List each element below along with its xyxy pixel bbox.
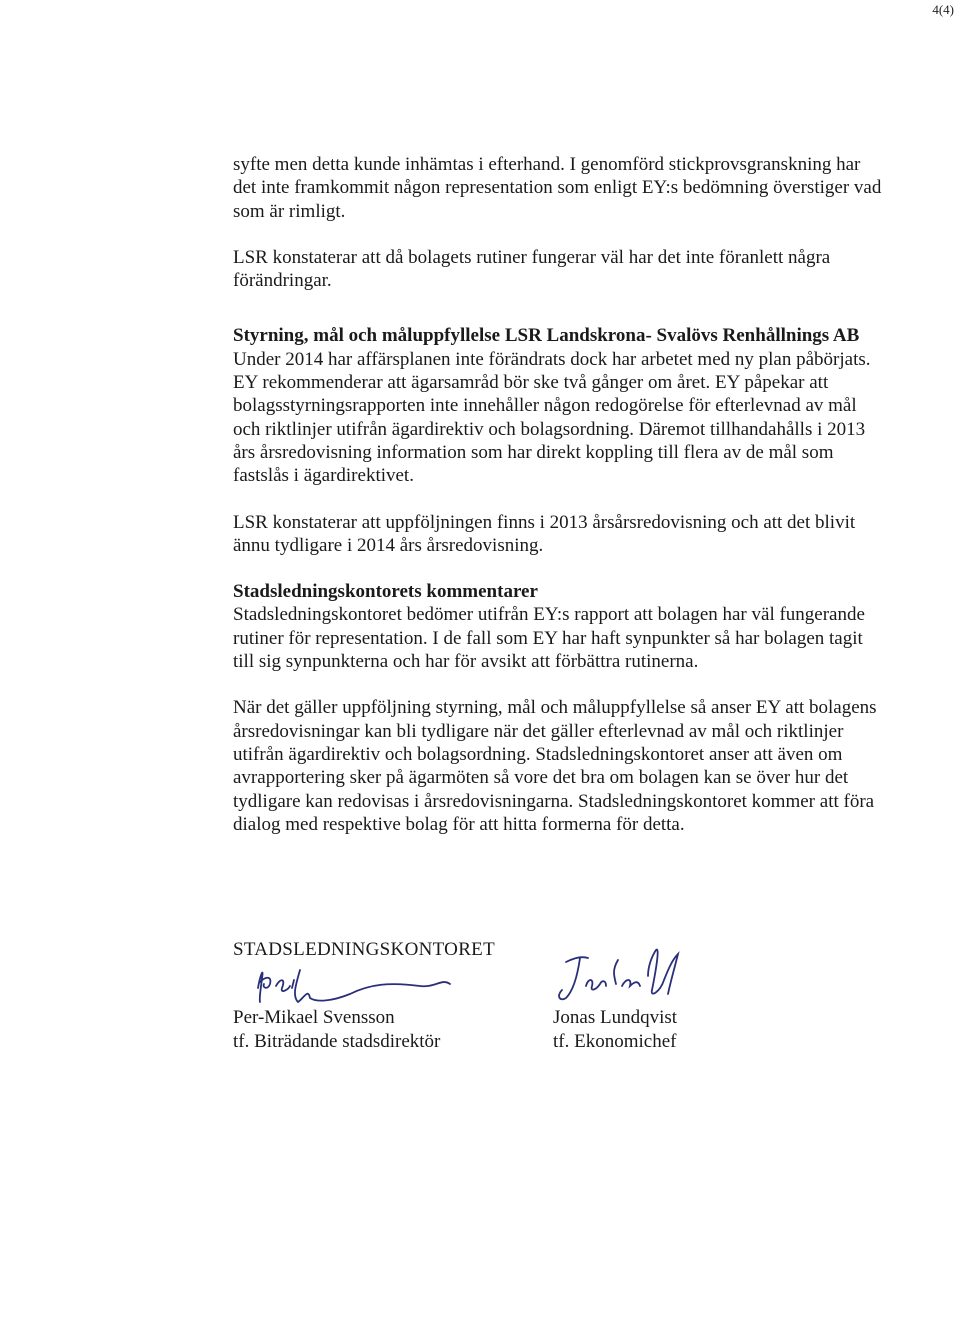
page-number: 4(4) [932, 2, 954, 17]
paragraph: syfte men detta kunde inhämtas i efterhand. I genomförd stickprovsgranskning har det inte framkommit någon representation som enligt EY:s bedömning överstiger vad som är rimligt. [233, 154, 882, 222]
signature-left-handwriting [250, 958, 480, 1008]
paragraph: LSR konstaterar att då bolagets rutiner fungerar väl har det inte föranlett några förändringar. [233, 246, 831, 292]
signatory-title: tf. Biträdande stadsdirektör [233, 1031, 441, 1052]
section-heading: Styrning, mål och måluppfyllelse LSR Landskrona- Svalövs Renhållnings AB [233, 325, 860, 347]
signature-right-handwriting [552, 940, 692, 1010]
signatory-name: Per-Mikael Svensson [233, 1007, 395, 1028]
document-body [233, 153, 883, 836]
signatory-title: tf. Ekonomichef [553, 1031, 677, 1052]
signature-organization: STADSLEDNINGSKONTORET [233, 939, 495, 960]
signatory-name: Jonas Lundqvist [553, 1007, 678, 1028]
paragraph: Stadsledningskontoret bedömer utifrån EY:s rapport att bolagen har väl fungerande rutiner för representation. I de fall som EY har haft synpunkter så har bolagen tagit till sig synpunkterna och har för avsikt att förbättra rutinerna. [233, 604, 865, 673]
signatory-left [233, 1006, 440, 1054]
signatory-right [553, 1006, 677, 1054]
paragraph: LSR konstaterar att uppföljningen finns i 2013 årsårsredovisning och att det blivit ännu tydligare i 2014 års årsredovisning. [233, 511, 856, 556]
paragraph: När det gäller uppföljning styrning, mål och måluppfyllelse så anser EY att bolagens årsredovisningar kan bli tydligare när det gäller efterlevnad av mål och riktlinjer utifrån ägardirektiv och bolagsordning. Stadsledningskontoret anser att även om avrapportering sker på ägarmöten så vore det bra om bolagen kan se över hur det tydligare kan redovisas i årsredovisningarna. Stadsledningskontoret kommer att föra dialog med respektive bolag för att hitta formerna för detta. [233, 697, 877, 835]
paragraph: Under 2014 har affärsplanen inte förändrats dock har arbetet med ny plan påbörjats. EY rekommenderar att ägarsamråd bör ske två gånger om året. EY påpekar att bolagsstyrningsrapporten inte innehåller någon redogörelse för efterlevnad av mål och riktlinjer utifrån ägardirektiv och bolagsordning. Däremot tillhandahålls i 2013 års årsredovisning information som har direkt koppling till flera av de mål som fastslås i ägardirektivet. [233, 348, 871, 487]
section-heading: Stadsledningskontorets kommentarer [233, 581, 538, 603]
